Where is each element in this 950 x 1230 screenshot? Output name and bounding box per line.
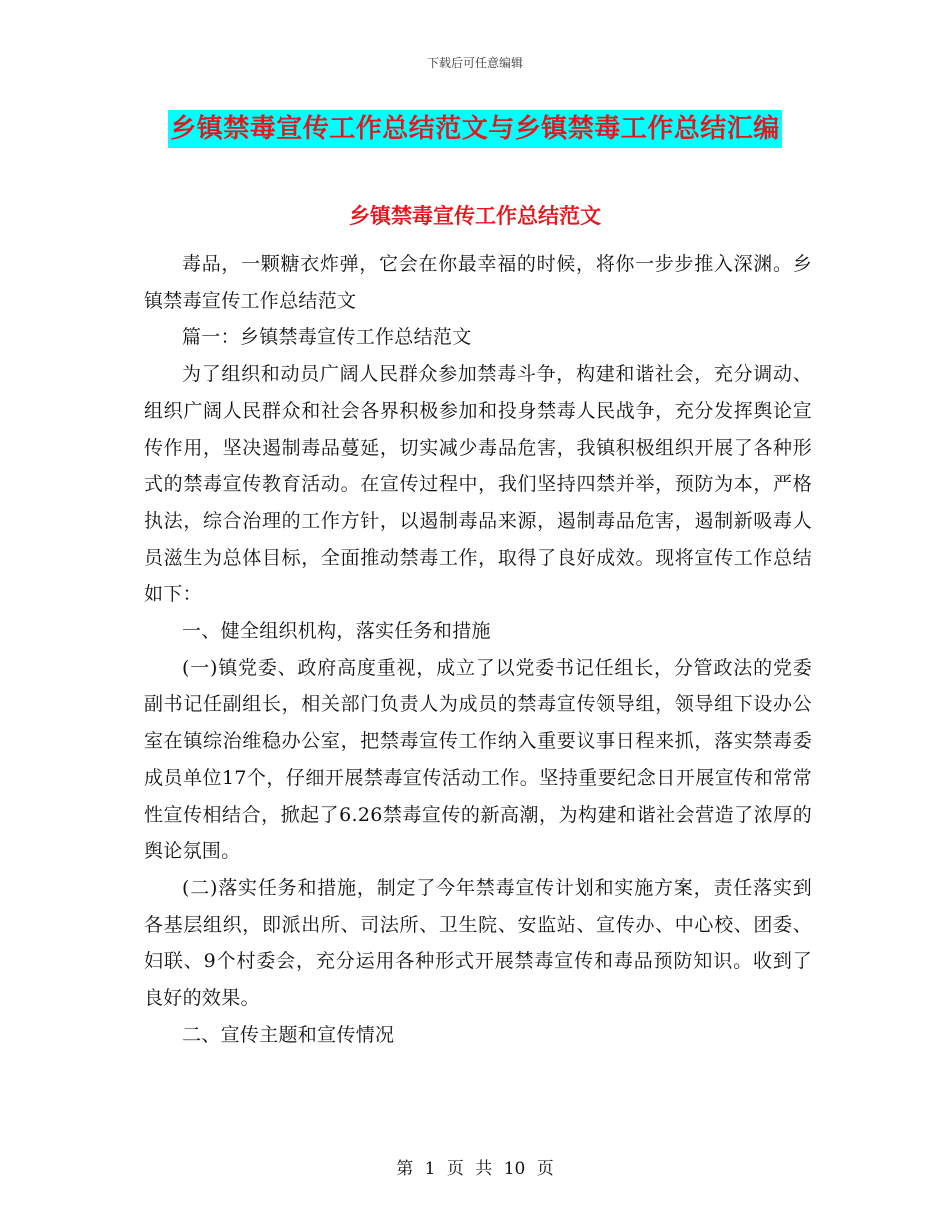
paragraph-section-one-heading: 一、健全组织机构，落实任务和措施 <box>182 620 491 643</box>
paragraph-item-one: (一)镇党委、政府高度重视，成立了以党委书记任组长，分管政法的党委副书记任副组长，相关部门负责人为成员的禁毒宣传领导组，领导组下设办公室在镇综治维稳办公室，把禁毒宣传工作纳入重要议事日程来抓，落实禁毒委成员单位17个，仔细开展禁毒宣传活动工作。坚持重要纪念日开展宣传和常常性宣传相结合，掀起了6.26禁毒宣传的新高潮，为构建和谐社会营造了浓厚的舆论氛围。 <box>144 656 812 863</box>
page-number: 第 1 页 共 10 页 <box>396 1159 554 1179</box>
paragraph-intro: 毒品，一颗糖衣炸弹，它会在你最幸福的时候，将你一步步推入深渊。乡镇禁毒宣传工作总结范文 <box>144 253 812 312</box>
page-header-note: 下载后可任意编辑 <box>426 56 523 70</box>
main-title: 乡镇禁毒宣传工作总结范文与乡镇禁毒工作总结汇编 <box>168 110 782 148</box>
document-body <box>144 246 812 1053</box>
main-title-container <box>0 110 950 148</box>
section-title: 乡镇禁毒宣传工作总结范文 <box>349 203 601 228</box>
paragraph-part-one-heading: 篇一：乡镇禁毒宣传工作总结范文 <box>182 326 472 349</box>
paragraph-section-two-heading: 二、宣传主题和宣传情况 <box>182 1023 395 1046</box>
paragraph-overview: 为了组织和动员广阔人民群众参加禁毒斗争，构建和谐社会，充分调动、组织广阔人民群众和社会各界积极参加和投身禁毒人民战争，充分发挥舆论宣传作用，坚决遏制毒品蔓延，切实减少毒品危害，我镇积极组织开展了各种形式的禁毒宣传教育活动。在宣传过程中，我们坚持四禁并举，预防为本，严格执法，综合治理的工作方针，以遏制毒品来源，遏制毒品危害，遏制新吸毒人员滋生为总体目标，全面推动禁毒工作，取得了良好成效。现将宣传工作总结如下： <box>144 363 812 606</box>
paragraph-item-two: (二)落实任务和措施，制定了今年禁毒宣传计划和实施方案，责任落实到各基层组织，即派出所、司法所、卫生院、安监站、宣传办、中心校、团委、妇联、9个村委会，充分运用各种形式开展禁毒宣传和毒品预防知识。收到了良好的效果。 <box>144 876 812 1010</box>
